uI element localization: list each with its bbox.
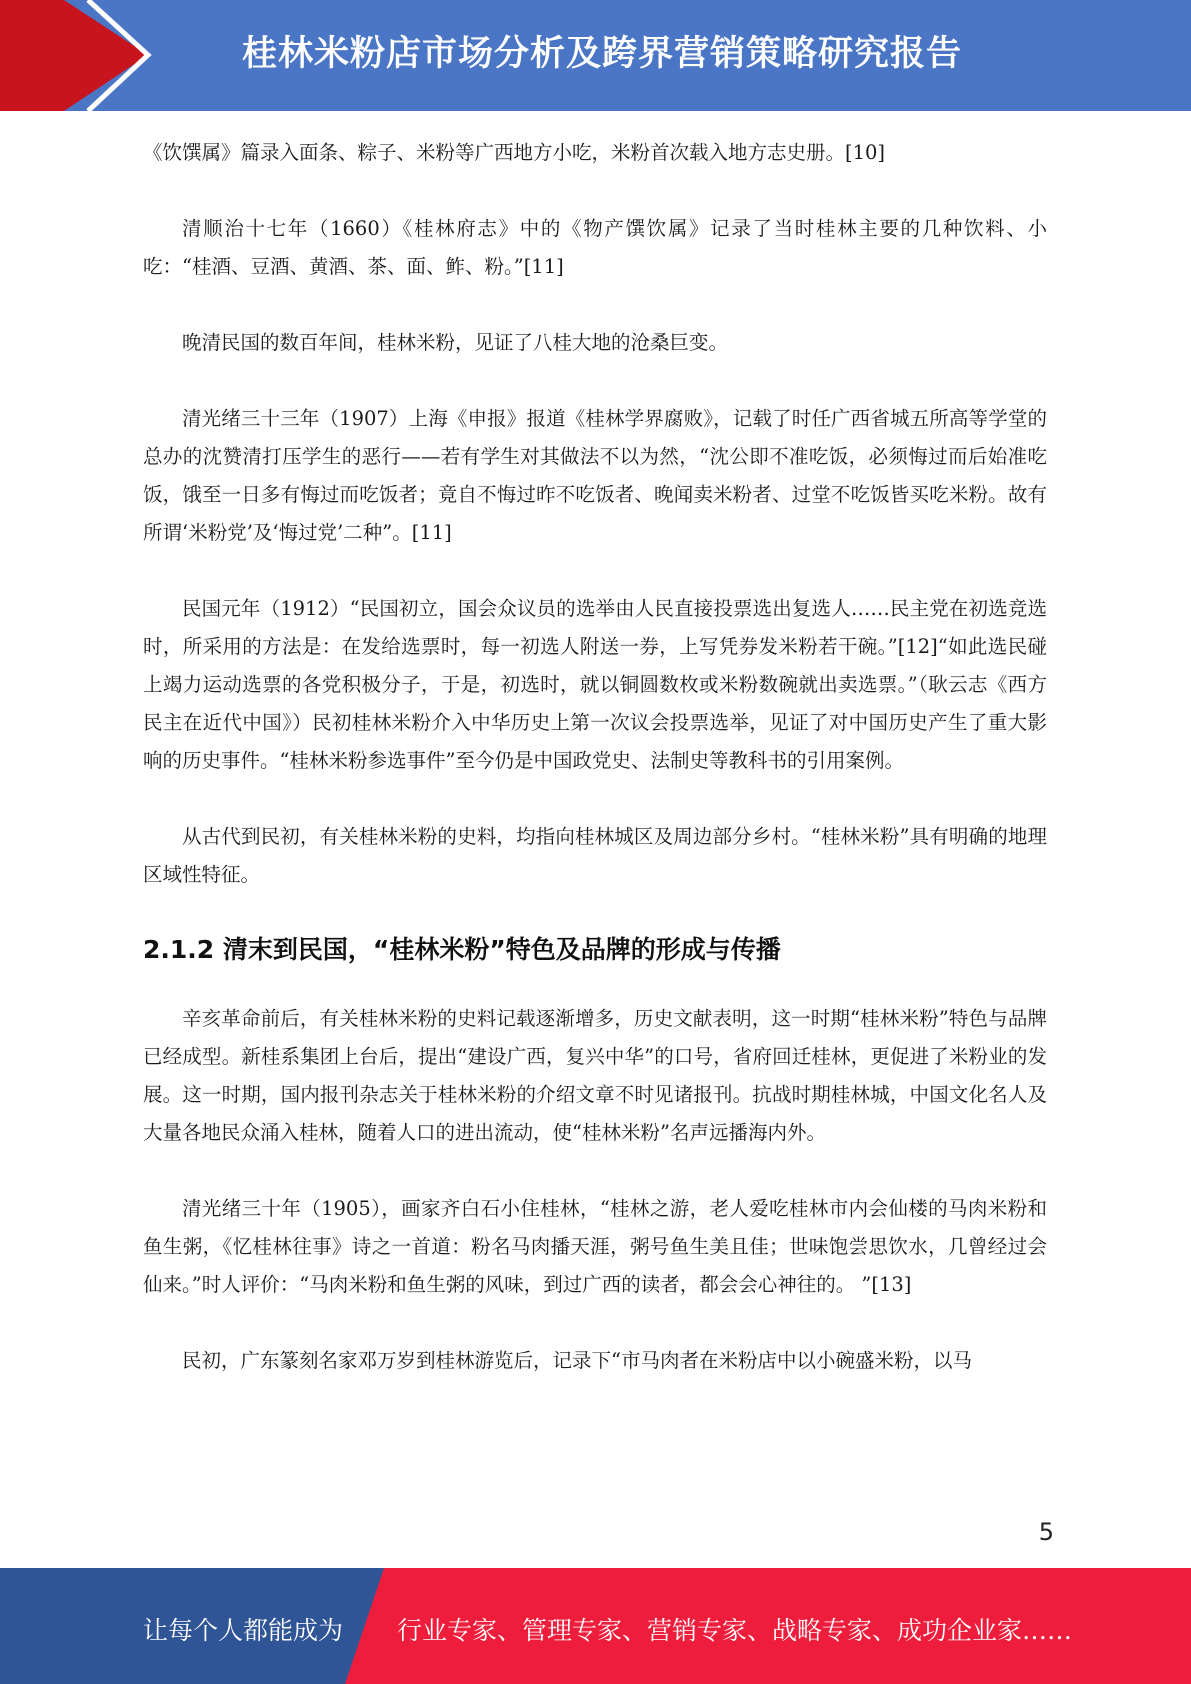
paragraph-4: 清光绪三十三年（1907）上海《申报》报道《桂林学界腐败》，记载了时任广西省城五所高等学堂的总办的沈赞清打压学生的恶行——若有学生对其做法不以为然，“沈公即不准吃饭，必须悔过而后始准吃饭，饿至一日多有悔过而吃饭者；竟自不悔过昨不吃饭者、晚闻卖米粉者、过堂不吃饭皆买吃米粉。故有所谓‘米粉党’及‘悔过党’二种”。[11] — [143, 407, 1047, 544]
section-heading: 2.1.2 清末到民国，“桂林米粉”特色及品牌的形成与传播 — [143, 935, 781, 964]
document-body — [143, 134, 1047, 1418]
page-number: 5 — [1038, 1518, 1054, 1546]
paragraph-6: 从古代到民初，有关桂林米粉的史料，均指向桂林城区及周边部分乡村。“桂林米粉”具有明确的地理区域性特征。 — [143, 825, 1047, 886]
paragraph-3: 晚清民国的数百年间，桂林米粉，见证了八桂大地的沧桑巨变。 — [182, 331, 729, 354]
paragraph-9: 民初，广东篆刻名家邓万岁到桂林游览后，记录下“市马肉者在米粉店中以小碗盛米粉，以马 — [182, 1349, 972, 1372]
paragraph-2: 清顺治十七年（1660）《桂林府志》中的《物产馔饮属》记录了当时桂林主要的几种饮料、小吃：“桂酒、豆酒、黄酒、茶、面、鲊、粉。”[11] — [143, 217, 1047, 278]
page-header — [0, 0, 1191, 111]
page-footer — [0, 1568, 1191, 1684]
paragraph-1: 《饮馔属》篇录入面条、粽子、米粉等广西地方小吃，米粉首次载入地方志史册。[10] — [143, 141, 886, 164]
footer-slogan-right: 行业专家、管理专家、营销专家、战略专家、成功企业家…… — [397, 1616, 1073, 1645]
paragraph-5: 民国元年（1912）“民国初立，国会众议员的选举由人民直接投票选出复选人……民主党在初选竞选时，所采用的方法是：在发给选票时，每一初选人附送一券，上写凭券发米粉若干碗。”[12]“如此选民碰上竭力运动选票的各党积极分子，于是，初选时，就以铜圆数枚或米粉数碗就出卖选票。”（耿云志《西方民主在近代中国》）民初桂林米粉介入中华历史上第一次议会投票选举，见证了对中国历史产生了重大影响的历史事件。“桂林米粉参选事件”至今仍是中国政党史、法制史等教科书的引用案例。 — [143, 597, 1047, 772]
paragraph-7: 辛亥革命前后，有关桂林米粉的史料记载逐渐增多，历史文献表明，这一时期“桂林米粉”特色与品牌已经成型。新桂系集团上台后，提出“建设广西，复兴中华”的口号，省府回迁桂林，更促进了米粉业的发展。这一时期，国内报刊杂志关于桂林米粉的介绍文章不时见诸报刊。抗战时期桂林城，中国文化名人及大量各地民众涌入桂林，随着人口的进出流动，使“桂林米粉”名声远播海内外。 — [143, 1007, 1047, 1144]
footer-slogan-left: 让每个人都能成为 — [143, 1616, 344, 1645]
report-title: 桂林米粉店市场分析及跨界营销策略研究报告 — [242, 34, 963, 74]
paragraph-8: 清光绪三十年（1905），画家齐白石小住桂林，“桂林之游，老人爱吃桂林市内会仙楼的马肉米粉和鱼生粥，《忆桂林往事》诗之一首道：粉名马肉播天涯，粥号鱼生美且佳；世味饱尝思饮水，几曾经过会仙来。”时人评价：“马肉米粉和鱼生粥的风味，到过广西的读者，都会会心神往的。 ”[13] — [143, 1197, 1047, 1296]
